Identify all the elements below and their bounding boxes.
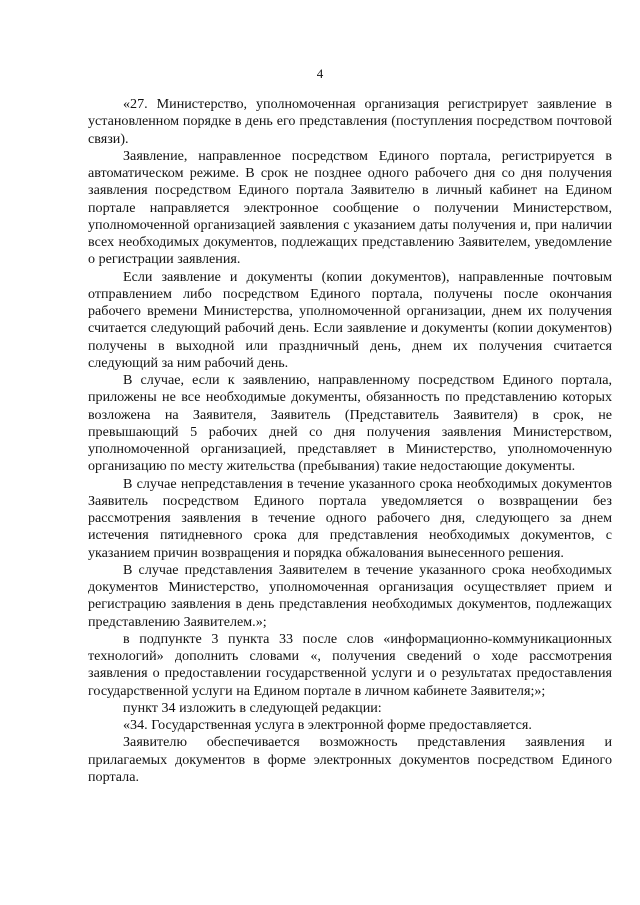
paragraph-after-hours: Если заявление и документы (копии документов), направленные почтовым отправлением либо посредством Единого портала, получены после окончания рабочего времени Министерства, уполномоченной организации, днем их получения считается следующий рабочий день. Если заявление и документы (копии документов) получены в выходной или праздничный день, днем их получения считается следующий за ним рабочий день. [88, 268, 612, 371]
paragraph-electronic-documents: Заявителю обеспечивается возможность представления заявления и прилагаемых документов в форме электронных документов посредством Единого портала. [88, 734, 612, 785]
paragraph-item-34: «34. Государственная услуга в электронной форме предоставляется. [123, 717, 532, 733]
paragraph-subpoint-3-item-33: в подпункте 3 пункта 33 после слов «информационно-коммуникационных технологий» дополнить словами «, получения сведений о ходе рассмотрения заявления о предоставлении государственной услуги и о результатах предоставления государственной услуги на Едином портале в личном кабинете Заявителя;»; [88, 630, 612, 699]
document-body [88, 96, 612, 786]
paragraph-portal-registration: Заявление, направленное посредством Единого портала, регистрируется в автоматическом режиме. В срок не позднее одного рабочего дня со дня получения заявления посредством Единого портала Заявителю в личный кабинет на Едином портале направляется электронное сообщение о получении Министерством, уполномоченной организацией заявления с указанием даты получения и, при наличии всех необходимых документов, подлежащих представлению Заявителем, уведомление о регистрации заявления. [88, 147, 612, 268]
paragraph-item-34-intro: пункт 34 изложить в следующей редакции: [123, 699, 382, 716]
paragraph-missing-documents: В случае, если к заявлению, направленному посредством Единого портала, приложены не все необходимые документы, обязанность по представлению которых возложена на Заявителя, Заявитель (Представитель Заявителя) в срок, не превышающий 5 рабочих дней со дня получения заявления Министерством, уполномоченной организацией, представляет в Министерство, уполномоченную организацию по месту жительства (пребывания) такие недостающие документы. [88, 372, 612, 475]
page-number: 4 [316, 66, 324, 81]
paragraph-submission: В случае представления Заявителем в течение указанного срока необходимых документов Министерство, уполномоченная организация осуществляет прием и регистрацию заявления в день представления необходимых документов, подлежащих представлению Заявителем.»; [88, 561, 612, 630]
paragraph-non-submission: В случае непредставления в течение указанного срока необходимых документов Заявитель посредством Единого портала уведомляется о возвращении без рассмотрения заявления в течение одного рабочего дня, следующего за днем истечения пятидневного срока для представления необходимых документов, с указанием причин возвращения и порядка обжалования вынесенного решения. [88, 475, 612, 561]
paragraph-27-registration: «27. Министерство, уполномоченная организация регистрирует заявление в установленном порядке в день его представления (поступления посредством почтовой связи). [88, 96, 612, 147]
